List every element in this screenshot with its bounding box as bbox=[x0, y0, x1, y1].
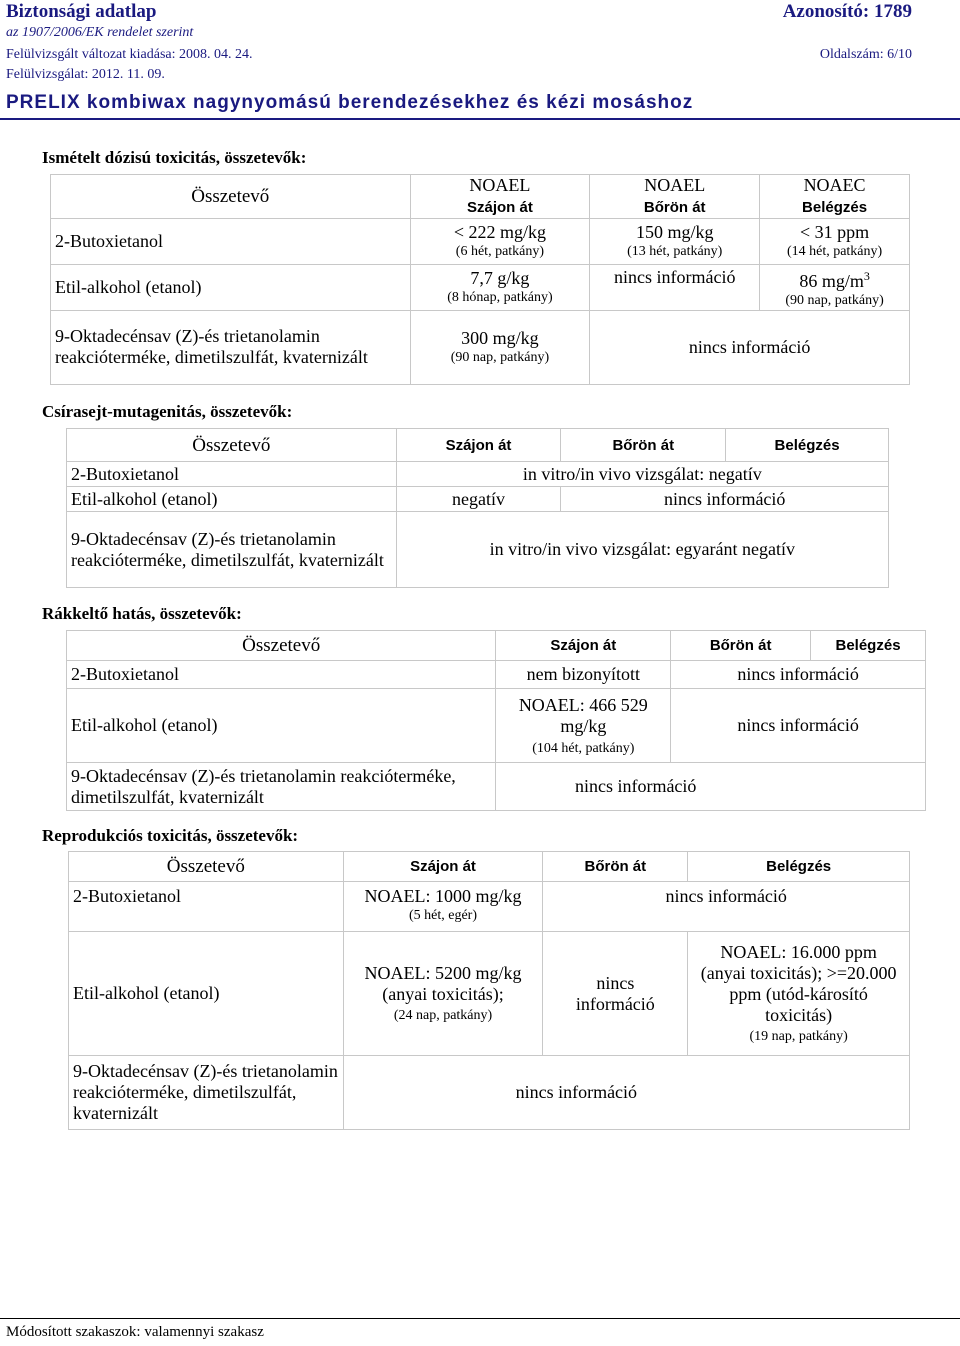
dermal-inhal-value: nincs információ bbox=[590, 310, 910, 384]
col-header-inhal: Belégzés bbox=[688, 852, 910, 882]
result-value: nincs információ bbox=[496, 763, 926, 811]
col-header-component: Összetevő bbox=[67, 631, 496, 661]
header-divider bbox=[0, 118, 960, 120]
col-header-noael-dermal: NOAEL bbox=[590, 175, 760, 197]
dermal-value: nincs információ bbox=[543, 932, 688, 1056]
table-row bbox=[67, 512, 889, 588]
oral-value: NOAEL: 466 529 mg/kg (104 hét, patkány) bbox=[496, 689, 671, 763]
review-date: Felülvizsgálat: 2012. 11. 09. bbox=[6, 67, 165, 82]
mutagenicity-table bbox=[66, 428, 889, 588]
regulation-subtitle: az 1907/2006/EK rendelet szerint bbox=[6, 25, 194, 40]
col-header-component: Összetevő bbox=[51, 175, 411, 219]
oral-value: 7,7 g/kg (8 hónap, patkány) bbox=[410, 264, 590, 310]
component-name: 2-Butoxietanol bbox=[67, 661, 496, 689]
table-row bbox=[69, 932, 910, 1056]
revision-date: Felülvizsgált változat kiadása: 2008. 04. 24. bbox=[6, 47, 253, 62]
component-name: 2-Butoxietanol bbox=[51, 218, 411, 264]
oral-value: NOAEL: 1000 mg/kg (5 hét, egér) bbox=[343, 882, 543, 932]
table-row bbox=[67, 487, 889, 512]
col-header-inhal: Belégzés bbox=[726, 429, 889, 462]
carcinogenicity-table bbox=[66, 630, 926, 811]
table-row bbox=[51, 264, 910, 310]
col-header-noaec-inhal: NOAEC bbox=[760, 175, 910, 197]
dermal-value: 150 mg/kg (13 hét, patkány) bbox=[590, 218, 760, 264]
component-name: Etil-alkohol (etanol) bbox=[67, 689, 496, 763]
component-name: 2-Butoxietanol bbox=[67, 462, 397, 487]
sheet-title: Biztonsági adatlap bbox=[6, 1, 157, 22]
section-heading-carcinogenicity: Rákkeltő hatás, összetevők: bbox=[42, 604, 242, 623]
reproductive-table bbox=[68, 851, 910, 1130]
table-row bbox=[67, 462, 889, 487]
inhal-value: < 31 ppm (14 hét, patkány) bbox=[760, 218, 910, 264]
component-name: 9-Oktadecénsav (Z)-és trietanolamin reakcióterméke, dimetilszulfát, kvaternizált bbox=[51, 310, 411, 384]
table-row bbox=[69, 882, 910, 932]
oral-value: NOAEL: 5200 mg/kg (anyai toxicitás); (24 nap, patkány) bbox=[343, 932, 543, 1056]
oral-value: < 222 mg/kg (6 hét, patkány) bbox=[410, 218, 590, 264]
page-number: Oldalszám: 6/10 bbox=[819, 47, 912, 62]
dermal-inhal-value: nincs információ bbox=[543, 882, 910, 932]
product-name: PRELIX kombiwax nagynyomású berendezésekhez és kézi mosáshoz bbox=[6, 92, 694, 113]
table-row bbox=[69, 1056, 910, 1130]
component-name: 9-Oktadecénsav (Z)-és trietanolamin reakcióterméke, dimetilszulfát, kvaternizált bbox=[67, 512, 397, 588]
col-header-oral: Szájon át bbox=[343, 852, 543, 882]
col-header-noael-oral: NOAEL bbox=[410, 175, 590, 197]
section-heading-reproductive: Reprodukciós toxicitás, összetevők: bbox=[42, 826, 299, 845]
col-header-inhal: Belégzés bbox=[811, 631, 926, 661]
col-header-dermal: Bőrön át bbox=[671, 631, 811, 661]
table-row bbox=[51, 218, 910, 264]
dermal-inhal-value: nincs információ bbox=[671, 661, 926, 689]
footer-note: Módosított szakaszok: valamennyi szakasz bbox=[6, 1324, 264, 1340]
repeated-dose-table bbox=[50, 174, 910, 385]
col-header-oral: Szájon át bbox=[396, 429, 561, 462]
col-subheader-oral: Szájon át bbox=[410, 197, 590, 219]
result-value: in vitro/in vivo vizsgálat: negatív bbox=[396, 462, 888, 487]
dermal-inhal-value: nincs információ bbox=[561, 487, 889, 512]
table-row bbox=[51, 310, 910, 384]
oral-value: nem bizonyított bbox=[496, 661, 671, 689]
component-name: Etil-alkohol (etanol) bbox=[51, 264, 411, 310]
dermal-value: nincs információ bbox=[590, 264, 760, 310]
component-name: 2-Butoxietanol bbox=[69, 882, 344, 932]
col-header-oral: Szájon át bbox=[496, 631, 671, 661]
section-heading-repeated-dose: Ismételt dózisú toxicitás, összetevők: bbox=[42, 148, 307, 167]
oral-value: 300 mg/kg (90 nap, patkány) bbox=[410, 310, 590, 384]
table-row bbox=[67, 661, 926, 689]
inhal-value: NOAEL: 16.000 ppm (anyai toxicitás); >=20.000 ppm (utód-károsító toxicitás) (19 nap, patkány) bbox=[688, 932, 910, 1056]
component-name: 9-Oktadecénsav (Z)-és trietanolamin reakcióterméke, dimetilszulfát, kvaternizált bbox=[67, 763, 496, 811]
table-row bbox=[67, 763, 926, 811]
inhal-value: 86 $mg/m^3$ (90 nap, patkány) bbox=[760, 264, 910, 310]
table-row bbox=[67, 689, 926, 763]
result-value: in vitro/in vivo vizsgálat: egyaránt negatív bbox=[396, 512, 888, 588]
col-subheader-inhal: Belégzés bbox=[760, 197, 910, 219]
component-name: 9-Oktadecénsav (Z)-és trietanolamin reakcióterméke, dimetilszulfát, kvaternizált bbox=[69, 1056, 344, 1130]
section-heading-mutagenicity: Csírasejt-mutagenitás, összetevők: bbox=[42, 402, 293, 421]
col-subheader-dermal: Bőrön át bbox=[590, 197, 760, 219]
result-value: nincs információ bbox=[343, 1056, 909, 1130]
footer-divider bbox=[0, 1318, 960, 1319]
document-identifier: Azonosító: 1789 bbox=[782, 1, 912, 22]
col-header-component: Összetevő bbox=[69, 852, 344, 882]
dermal-inhal-value: nincs információ bbox=[671, 689, 926, 763]
col-header-dermal: Bőrön át bbox=[561, 429, 726, 462]
component-name: Etil-alkohol (etanol) bbox=[67, 487, 397, 512]
oral-value: negatív bbox=[396, 487, 561, 512]
component-name: Etil-alkohol (etanol) bbox=[69, 932, 344, 1056]
col-header-component: Összetevő bbox=[67, 429, 397, 462]
col-header-dermal: Bőrön át bbox=[543, 852, 688, 882]
